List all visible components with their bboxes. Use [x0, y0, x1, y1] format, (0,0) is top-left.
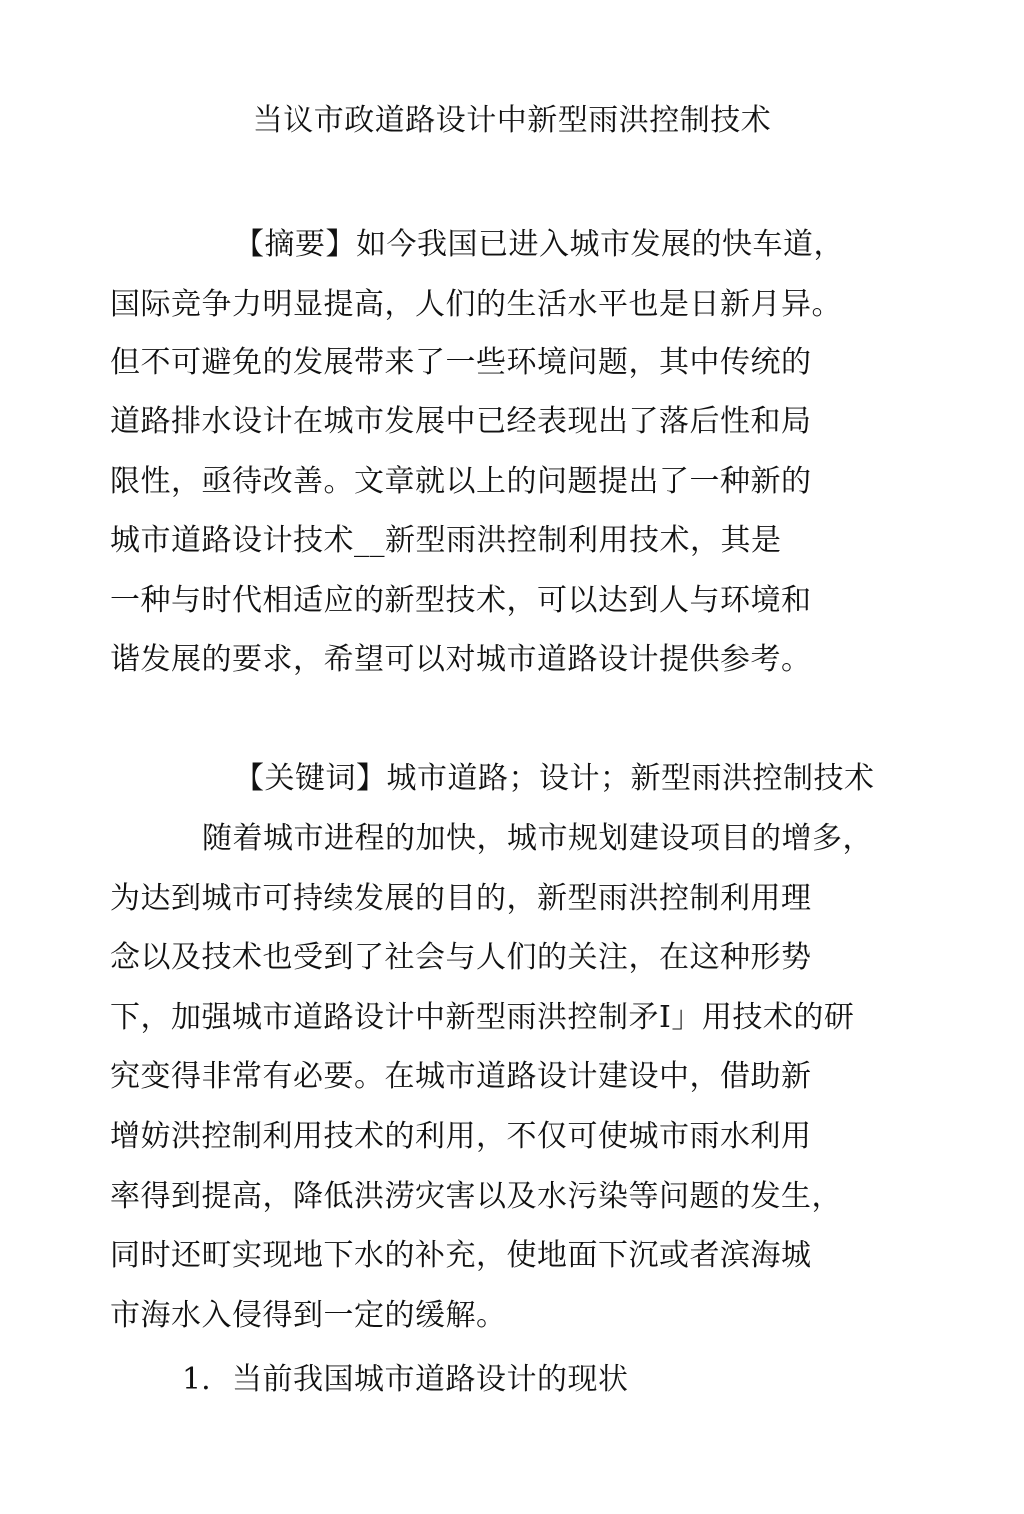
abstract-line-4: 道路排水设计在城市发展中已经表现出了落后性和局: [110, 404, 812, 439]
abstract-line-7: 一种与时代相适应的新型技术，可以达到人与环境和: [110, 583, 812, 618]
keywords-line: 【关键词】城市道路；设计；新型雨洪控制技术: [234, 761, 875, 796]
abstract-line-2: 国际竞争力明显提高，人们的生活水平也是日新月异。: [110, 287, 842, 322]
intro-line-2: 为达到城市可持续发展的目的，新型雨洪控制利用理: [110, 881, 812, 916]
abstract-line-1: 【摘要】如今我国已进入城市发展的快车道，: [234, 227, 844, 262]
intro-line-3: 念以及技术也受到了社会与人们的关注，在这种形势: [110, 940, 812, 975]
section-number: 1.: [182, 1362, 211, 1397]
intro-line-8: 同时还町实现地下水的补充，使地面下沉或者滨海城: [110, 1238, 812, 1273]
intro-line-6: 增妨洪控制利用技术的利用，不仅可使城市雨水利用: [110, 1119, 812, 1154]
intro-line-1: 随着城市进程的加快，城市规划建设项目的增多，: [202, 821, 873, 856]
abstract-line-5: 限性，亟待改善。文章就以上的问题提出了一种新的: [110, 464, 812, 499]
abstract-line-3: 但不可避免的发展带来了一些环境问题，其中传统的: [110, 345, 812, 380]
intro-line-4: 下，加强城市道路设计中新型雨洪控制矛I」用技术的研: [110, 1000, 855, 1035]
intro-line-7: 率得到提高，降低洪涝灾害以及水污染等问题的发生，: [110, 1179, 842, 1214]
document-title: 当议市政道路设计中新型雨洪控制技术: [252, 103, 772, 138]
intro-line-5: 究变得非常有必要。在城市道路设计建设中，借助新: [110, 1059, 812, 1094]
abstract-line-8: 谐发展的要求，希望可以对城市道路设计提供参考。: [110, 642, 812, 677]
abstract-line-6: 城市道路设计技术__新型雨洪控制利用技术，其是: [110, 523, 782, 558]
intro-line-9: 市海水入侵得到一定的缓解。: [110, 1298, 507, 1333]
section-heading: 当前我国城市道路设计的现状: [232, 1362, 629, 1397]
